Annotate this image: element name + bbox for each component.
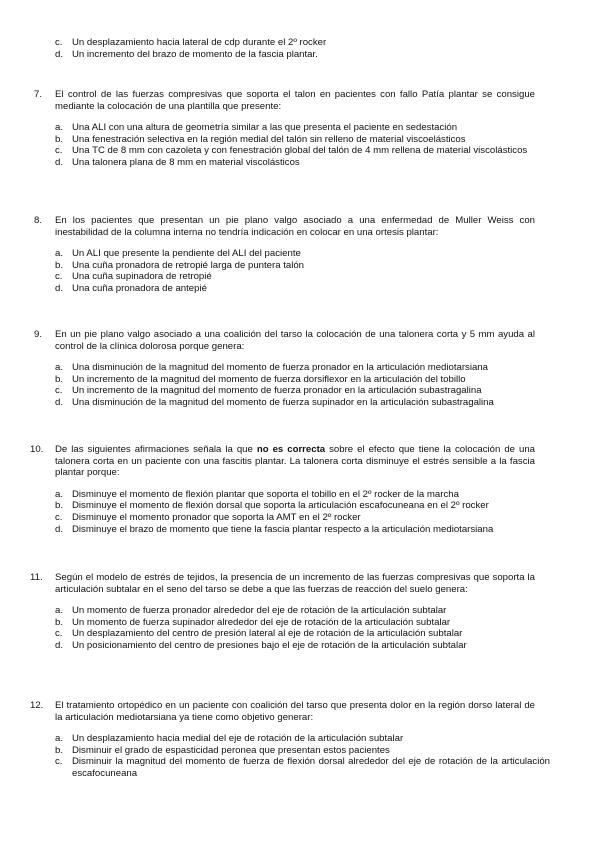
option-text: Un ALI que presente la pendiente del ALI del paciente xyxy=(72,248,301,260)
option-letter: b. xyxy=(55,259,64,271)
question-row xyxy=(0,89,600,112)
option-row xyxy=(0,37,600,49)
option-row xyxy=(0,248,600,260)
option-letter: c. xyxy=(55,385,63,397)
question-row xyxy=(0,700,600,723)
option-letter: a. xyxy=(55,248,64,260)
option-text: Un momento de fuerza pronador alrededor del eje de rotación de la articulación subtalar xyxy=(72,605,447,617)
option-row xyxy=(0,617,600,629)
option-letter: b. xyxy=(55,616,64,628)
question-text-before: De las siguientes afirmaciones señala la que xyxy=(55,444,257,455)
option-row xyxy=(0,512,600,524)
intro-options xyxy=(0,37,600,60)
option-row xyxy=(0,49,600,61)
option-text: Un desplazamiento hacia medial del eje de rotación de la articulación subtalar xyxy=(72,733,404,745)
option-row xyxy=(0,157,600,169)
option-row xyxy=(0,733,600,745)
question-number: 11. xyxy=(30,572,43,583)
option-text: Disminuye el momento pronador que soporta la AMT en el 2º rocker xyxy=(72,511,361,523)
question-number: 9. xyxy=(34,329,43,340)
question-row xyxy=(0,444,600,479)
question-text: Según el modelo de estrés de tejidos, la presencia de un incremento de las fuerzas compresivas que soporta la articulación subtalar en el seno del tarso se debe a que las fuerzas de reacción del suelo genera: xyxy=(55,572,535,595)
option-text: Una cuña pronadora de antepié xyxy=(72,282,207,294)
option-row xyxy=(0,283,600,295)
question-text: En los pacientes que presentan un pie plano valgo asociado a una enfermedad de Muller Weiss con inestabilidad de la columna interna no tendría indicación en colocar en una ortesis plantar: xyxy=(55,215,535,238)
option-row xyxy=(0,524,600,536)
option-text: Una disminución de la magnitud del momento de fuerza pronador en la articulación mediotarsiana xyxy=(72,362,488,374)
question-number: 10. xyxy=(30,444,44,455)
option-text: Un incremento de la magnitud del momento de fuerza pronador en la articulación subastragalina xyxy=(72,385,482,397)
option-letter: d. xyxy=(55,156,64,168)
option-row xyxy=(0,500,600,512)
option-text: Una ALI con una altura de geometría similar a las que presenta el paciente en sedestación xyxy=(72,122,458,134)
option-text: Disminuir la magnitud del momento de fuerza de flexión dorsal alrededor del eje de rotación de la articulación escafocuneana xyxy=(72,756,550,779)
option-row xyxy=(0,489,600,501)
question-text: El control de las fuerzas compresivas que soporta el talon en pacientes con fallo Patía plantar se consigue mediante la colocación de una plantilla que presente: xyxy=(55,89,535,112)
option-letter: b. xyxy=(55,744,64,756)
option-letter: a. xyxy=(55,605,64,617)
question-9 xyxy=(0,329,600,409)
question-7 xyxy=(0,89,600,169)
option-text: Una disminución de la magnitud del momento de fuerza supinador en la articulación subastragalina xyxy=(72,396,494,408)
question-text-after: sobre el efecto que tiene la colocación de una talonera corta en un paciente con una fascitis plantar. La talonera corta disminuye el estrés sensible a la fascia plantar porque: xyxy=(55,444,535,479)
question-number: 12. xyxy=(30,700,44,711)
option-text: Un incremento del brazo de momento de la fascia plantar. xyxy=(72,48,318,60)
option-letter: c. xyxy=(55,145,63,157)
option-row xyxy=(0,362,600,374)
option-letter: d. xyxy=(55,282,64,294)
question-text: El tratamiento ortopédico en un paciente con coalición del tarso que presenta dolor en la región dorso lateral de la articulación mediotarsiana ya tiene como objetivo generar: xyxy=(55,700,535,723)
option-letter: c. xyxy=(55,37,63,48)
option-row xyxy=(0,122,600,134)
option-row xyxy=(0,756,600,779)
option-text: Disminuir el grado de espasticidad peronea que presentan estos pacientes xyxy=(72,744,390,756)
option-text: Disminuye el momento de flexión plantar que soporta el tobillo en el 2º rocker de la marcha xyxy=(72,488,459,500)
option-text: Una cuña pronadora de retropié larga de puntera talón xyxy=(72,259,305,271)
option-text: Un desplazamiento hacia lateral de cdp durante el 2º rocker xyxy=(72,37,327,48)
question-row xyxy=(0,329,600,352)
option-letter: a. xyxy=(55,733,64,745)
question-12 xyxy=(0,700,600,780)
option-letter: a. xyxy=(55,488,64,500)
option-letter: c. xyxy=(55,628,63,640)
option-row xyxy=(0,628,600,640)
option-row xyxy=(0,397,600,409)
option-letter: b. xyxy=(55,133,64,145)
option-letter: c. xyxy=(55,271,63,283)
option-text: Un incremento de la magnitud del momento de fuerza dorsiflexor en la articulación del tobillo xyxy=(72,373,466,385)
option-row xyxy=(0,145,600,157)
option-row xyxy=(0,134,600,146)
option-text: Una TC de 8 mm con cazoleta y con fenestración global del talón de 4 mm rellena de material viscolásticos xyxy=(72,145,528,157)
option-row xyxy=(0,745,600,757)
option-letter: d. xyxy=(55,48,64,60)
question-11 xyxy=(0,572,600,652)
option-text: Disminuye el brazo de momento que tiene la fascia plantar respecto a la articulación mediotarsiana xyxy=(72,523,494,535)
option-letter: d. xyxy=(55,396,64,408)
option-letter: a. xyxy=(55,362,64,374)
question-text: En un pie plano valgo asociado a una coalición del tarso la colocación de una talonera corta y 5 mm ayuda al control de la clínica dolorosa porque genera: xyxy=(55,329,535,352)
option-letter: b. xyxy=(55,500,64,512)
option-text: Un desplazamiento del centro de presión lateral al eje de rotación de la articulación subtalar xyxy=(72,628,463,640)
option-row xyxy=(0,605,600,617)
option-letter: c. xyxy=(55,511,63,523)
option-text: Disminuye el momento de flexión dorsal que soporta la articulación escafocuneana en el 2º rocker xyxy=(72,500,489,512)
option-text: Un momento de fuerza supinador alrededor del eje de rotación de la articulación subtalar xyxy=(72,616,451,628)
option-text: Una talonera plana de 8 mm en material viscolásticos xyxy=(72,156,300,168)
question-10 xyxy=(0,444,600,535)
option-letter: a. xyxy=(55,122,64,134)
option-letter: d. xyxy=(55,639,64,651)
option-letter: b. xyxy=(55,373,64,385)
question-row xyxy=(0,572,600,595)
option-row xyxy=(0,385,600,397)
option-text: Una cuña supinadora de retropié xyxy=(72,271,212,283)
question-text-emphasis: no es correcta xyxy=(256,444,326,455)
option-row xyxy=(0,260,600,272)
question-8 xyxy=(0,215,600,295)
question-number: 8. xyxy=(34,215,43,226)
question-text xyxy=(49,444,535,479)
option-letter: c. xyxy=(55,756,63,768)
question-number: 7. xyxy=(34,89,43,100)
option-letter: d. xyxy=(55,523,64,535)
option-text: Un posicionamiento del centro de presiones bajo el eje de rotación de la articulación subtalar xyxy=(72,639,467,651)
question-row xyxy=(0,215,600,238)
option-text: Una fenestración selectiva en la región medial del talón sin relleno de material viscoelásticos xyxy=(72,133,466,145)
option-row xyxy=(0,271,600,283)
option-row xyxy=(0,374,600,386)
option-row xyxy=(0,640,600,652)
